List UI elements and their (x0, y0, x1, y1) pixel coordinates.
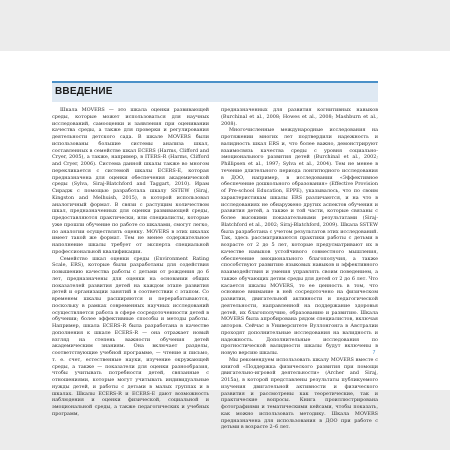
paragraph: Мы рекомендуем использовать шкалу MOVERS вместе с книгой «Поддержка физического развития при помощи двигательно-игровой деятельности» (Archer and Siraj, 2015a), в которой представлены результаты публикуемого изучения двигательной активности и физического развития и рассмотрены как теоретические, так и практические вопросы. Книга проиллюстрирована фотографиями и тематическими кейсами, чтобы показать, как можно использовать методику. Шкала MOVERS предназначена для использования в ДОО при работе с детьми в возрасте 2–6 лет. (221, 356, 378, 431)
paragraph: Семейство шкал оценки среды (Environment Rating Scale, ERS), которые были разработаны для содействия повышению качества работы с детьми от рождения до 6 лет, предназначены для оценки на основании общих показателей развития детей на каждом этапе развития детей и организации занятий в соответствии с этапом. Со временем шкалы расширяются и перерабатываются, поскольку в рамках современных научных исследований осуществляется работа в сфере сосредоточенности детей в обучении; более эффективные способы и методы работы. Например, шкала ECERS-R была разработана в качестве дополнения к шкале ECERS-R — она отражает новый взгляд на степень важности обучения детей академическим знаниям. Она включает разделы, соответствующие учебной программе, — чтение и письмо, т. е. счет, естественные науки, изучение окружающей среды, а также — показатели для оценки разнообразия, чтобы учитывать потребности детей, связанные с отношениями, которые могут учитывать индивидуальные нужды детей, и работы с детьми в малых группах и в шкалах. Шкалы ECERS-R и ECERS-E дают возможность наблюдения и оценки физической, социальной и эмоциональной среды, а также педагогических и учебных программ, (52, 255, 209, 417)
section-heading-bar (52, 81, 378, 102)
heading-accent-rule (52, 81, 378, 83)
document-page (0, 51, 450, 431)
page-number: 7 (372, 350, 376, 356)
paragraph: предназначенных для развития когнитивных навыков (Burchinal et al., 2008; Howes et al., 2008; Mashburn et al., 2008). (221, 107, 378, 127)
left-text-column (52, 107, 209, 418)
right-text-column (221, 107, 378, 431)
section-title: ВВЕДЕНИЕ (55, 86, 113, 97)
paragraph: Многочисленные международные исследования на протяжении многих лет подтвердили надежность и валидность шкал ERS и, что более важно, демонстрируют взаимосвязь качества среды с уровня социально-эмоционального развития детей (Burchinal et al., 2002; Phillipsen et al., 1997; Sylva et al., 2004). Тем не менее в течение длительного периода лонгитюдного исследования в ДОО, например, в исследовании «Эффективное обеспечение дошкольного образования» (Effective Provision of Pre-school Education, EPPE), указывалось, что по своим характеристикам шкалы ERS различаются, и на что в исследованиях не обнаружено других аспектов обучения и развития детей, а также и той части, которые связаны с более высокими показательными результатами (Siraj-Blatchford et al., 2002; Siraj-Blatchford, 2009). Шкала SSTEW была разработана с учетом результатов этих исследований. Так, здесь рассматриваются практики работы с детьми в возрасте от 2 до 5 лет, которые предусматривают их в качестве навыков устойчивого совместного мышления, обеспечение эмоционального благополучия, а также способствуют развитию языковых навыков и эффективного взаимодействия и умения управлять своим поведением, а также обучающих детям среды для детей от 2 до 6 лет. Что касается шкалы MOVERS, то ее ценность в том, что основное внимание в ней сосредоточено на физическом развитии, двигательной активности и педагогической деятельности, направленной на поддержание здоровья детей, их благополучию, образованию и развитию. Шкала MOVERS была апробирована рядом специалистов, включая авторов. Сейчас в Университете Вуллонгонга в Австралии проходят дополнительные исследования на валидность и надежность. Дополнительные исследования по прогностической валидности шкалы будут включены в новую версию шкалы. (221, 127, 378, 356)
paragraph: Шкала MOVERS — это шкала оценки развивающей среды, которые может использоваться для научных исследований, самооценки и заявления при оценивании качества среды, а также для проверки и регулирования деятельности детского сада. В шкале MOVERS были использованы большие системы анализа шкал, составленных в семействе шкал ECERS (Harms, Clifford and Cryer, 2005), а также, например, в ITERS-R (Harms, Clifford and Cryer, 2006). Система данной шкалы также во многом перекликается с системой шкалы ECERS-E, которая предназначена для оценки обеспечения академической среды (Sylva, Siraj-Blatchford and Taggart, 2010). Ирам Сирадж с помощью разработала шкалу SSTEW (Siraj, Kingston and Melhuish, 2015), в которой использовал аналогичный формат. В связи с растущим количеством шкал, предназначенных для оценки развивающей среды, предоставляются практически, или специалисты, которые уже прошли обучение по работе со шкалами, смогут легко, по аналогии осуществлять оценку. MOVERS в этих шкалах имеет такой же формат. Тем не менее содержательное наполнение шкалы требует от эксперта специальной профессиональной квалификации. (52, 107, 209, 255)
